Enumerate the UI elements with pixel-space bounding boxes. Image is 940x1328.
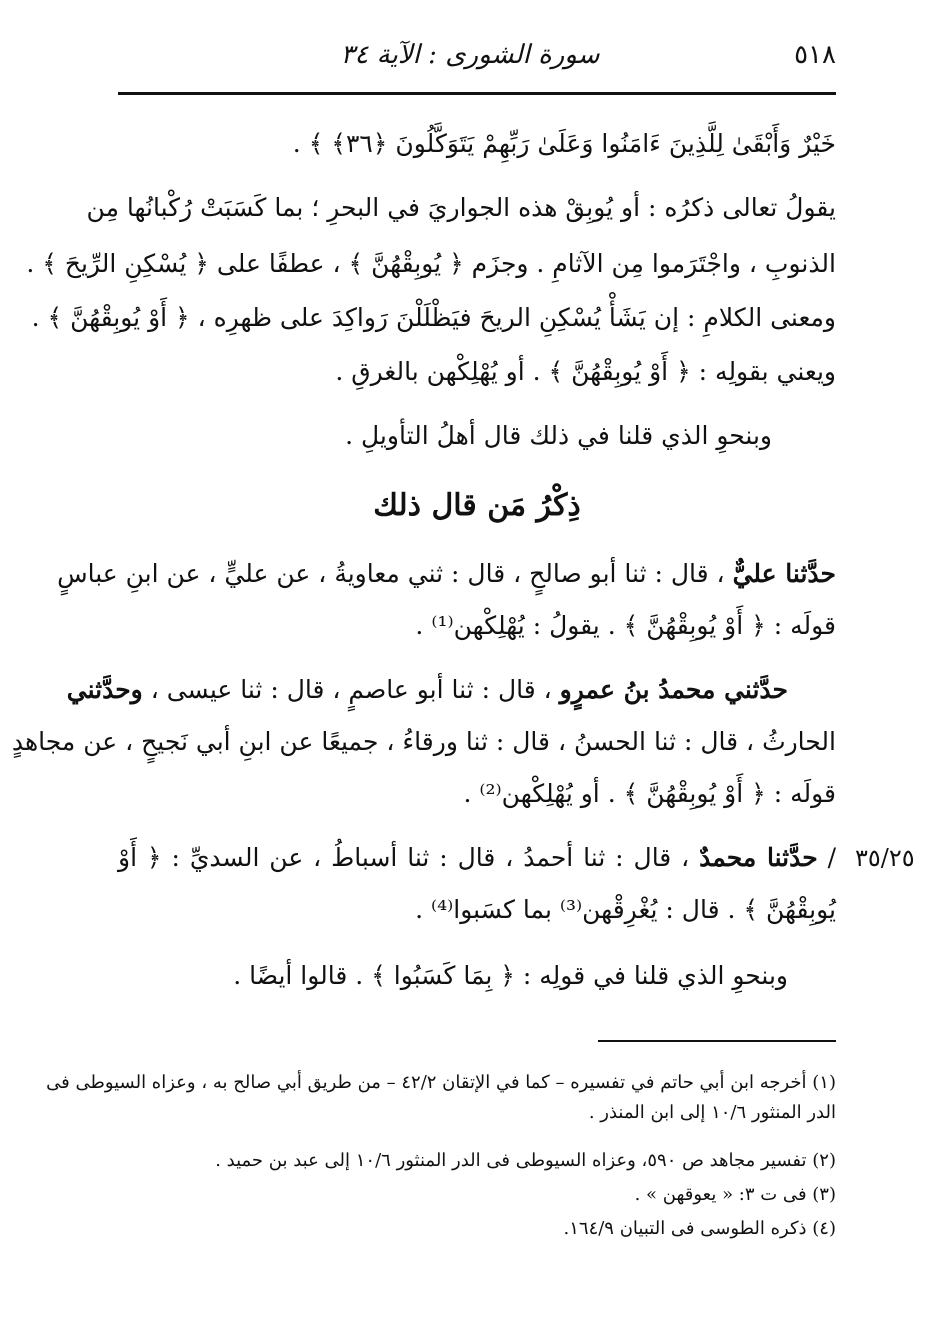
narration-text: ، قال : ثنا أبو عاصمٍ ، قال : ثنا عيسى ، [142,675,560,704]
narration-line [57,554,836,594]
section-heading: ذِكْرُ مَن قال ذلك [373,488,581,523]
body-line: وبنحوِ الذي قلنا في ذلك قال أهلُ التأويلِ . [345,421,772,450]
narrator-lead: حدَّثنا محمدٌ [699,843,818,872]
page-number: ٥١٨ [794,40,836,70]
narrator-lead: حدَّثني محمدُ بنُ عمرٍو [559,675,788,704]
footnote-line: (٣) فى ت ٣: « يعوقهن » . [634,1184,836,1205]
narration-line: قولَه : ﴿ أَوْ يُوبِقْهُنَّ ﴾ . أو يُهْلِكْهن⁽²⁾ . [463,779,836,808]
narration-line [118,838,836,878]
narration-line [66,670,836,710]
footnote-line: (١) أخرجه ابن أبي حاتم في تفسيره – كما في الإتقان ٤٢/٢ – من طريق أبي صالح به ، وعزاه السيوطى فى [46,1072,836,1093]
body-line: ويعني بقولِه : ﴿ أَوْ يُوبِقْهُنَّ ﴾ . أو يُهْلِكْهن بالغرقِ . [335,357,836,386]
narration-line: يُوبِقْهُنَّ ﴾ . قال : يُغْرِقْهن⁽³⁾ بما كسَبوا⁽⁴⁾ . [415,895,836,924]
margin-reference: ٣٥/٢٥ [855,844,915,872]
footnote-line: الدر المنثور ١٠/٦ إلى ابن المنذر . [588,1102,836,1123]
narration-line: الحارثُ ، قال : ثنا الحسنُ ، قال : ثنا ورقاءُ ، جميعًا عن ابنِ أبي نَجيحٍ ، عن مجاهدٍ [11,727,836,756]
verse-line: خَيْرٌ وَأَبْقَىٰ لِلَّذِينَ ءَامَنُوا وَعَلَىٰ رَبِّهِمْ يَتَوَكَّلُونَ ﴿٣٦﴾ ﴾ . [292,129,836,158]
narrator-lead: وحدَّثني [66,675,143,704]
footnote-line: (٤) ذكره الطوسى فى التبيان ١٦٤/٩. [563,1218,836,1239]
body-line: ومعنى الكلامِ : إن يَشَأْ يُسْكِنِ الريحَ فيَظْلَلْنَ رَواكِدَ على ظهرِه ، ﴿ أَوْ يُوبِقْهُنَّ ﴾ . [31,303,836,332]
page-break-slash: / [817,843,836,872]
footnote-line: (٢) تفسير مجاهد ص ٥٩٠، وعزاه السيوطى فى الدر المنثور ١٠/٦ إلى عبد بن حميد . [215,1150,836,1171]
header-rule [118,92,836,95]
narration-text: ، قال : ثنا أحمدُ ، قال : ثنا أسباطُ ، عن السديِّ : ﴿ أَوْ [118,843,700,872]
body-line: الذنوبِ ، واجْتَرَموا مِن الآثامِ . وجزَم ﴿ يُوبِقْهُنَّ ﴾ ، عطفًا على ﴿ يُسْكِنِ الرِّيحَ ﴾ . [26,249,836,278]
running-title: سورة الشورى : الآية ٣٤ [340,40,600,70]
narration-text: ، قال : ثنا أبو صالحٍ ، قال : ثني معاويةُ ، عن عليٍّ ، عن ابنِ عباسٍ [57,559,733,588]
closing-line: وبنحوِ الذي قلنا في قولِه : ﴿ بِمَا كَسَبُوا ﴾ . قالوا أيضًا . [233,961,788,990]
footnote-rule [598,1040,836,1042]
body-line: يقولُ تعالى ذكرُه : أو يُوبِقْ هذه الجواريَ في البحرِ ؛ بما كَسَبَتْ رُكْبانُها مِن [86,193,836,222]
narration-line: قولَه : ﴿ أَوْ يُوبِقْهُنَّ ﴾ . يقولُ : يُهْلِكْهن⁽¹⁾ . [415,611,836,640]
narrator-lead: حدَّثنا عليٌّ [732,559,836,588]
